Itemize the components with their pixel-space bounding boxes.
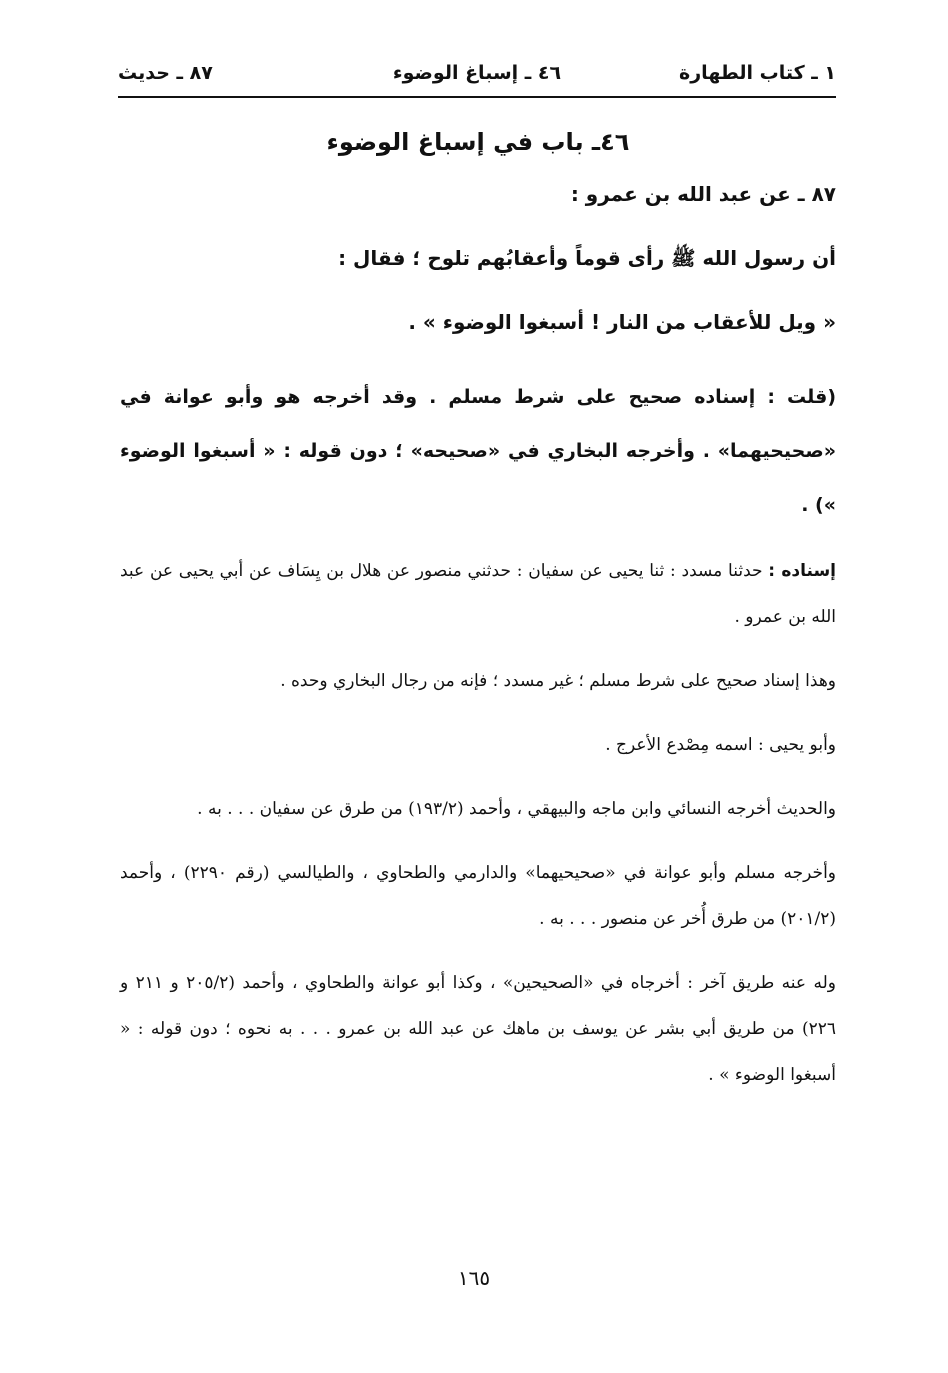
hadith-text-line-2: « ويل للأعقاب من النار ! أسبغوا الوضوء » .: [408, 310, 836, 334]
running-head-book: ١ ـ كتاب الطهارة: [679, 62, 836, 84]
hadith-number-line: ٨٧ ـ عن عبد الله بن عمرو :: [570, 182, 836, 206]
commentary-paragraph: وله عنه طريق آخر : أخرجاه في «الصحيحين» ، وكذا أبو عوانة والطحاوي ، وأحمد (٢٠٥/٢ و ٢١١ و ٢٢٦) من طريق أبي بشر عن يوسف بن ماهك عن عبد الله بن عمرو . . . به نحوه ؛ دون قوله : « أسبغوا الوضوء » .: [120, 973, 836, 1085]
commentary-paragraph: وأبو يحيى : اسمه مِصْدع الأعرج .: [605, 735, 836, 755]
running-head-chapter: ٤٦ ـ إسباغ الوضوء: [392, 62, 562, 84]
commentary-paragraph: والحديث أخرجه النسائي وابن ماجه والبيهقي ، وأحمد (١٩٣/٢) من طرق عن سفيان . . . به .: [197, 799, 836, 819]
grading-note: (قلت : إسناده صحيح على شرط مسلم . وقد أخرجه هو وأبو عوانة في «صحيحيهما» . وأخرجه البخاري في «صحيحه» ؛ دون قوله : « أسبغوا الوضوء ») .: [120, 386, 836, 516]
header-rule: [118, 96, 836, 98]
isnad-text: حدثنا مسدد : ثنا يحيى عن سفيان : حدثني منصور عن هلال بن يِسَاف عن أبي يحيى عن عبد الله بن عمرو .: [120, 561, 836, 627]
commentary-paragraph: وأخرجه مسلم وأبو عوانة في «صحيحيهما» والدارمي والطحاوي ، والطيالسي (رقم ٢٢٩٠) ، وأحمد (٢٠١/٢) من طرق أُخر عن منصور . . . به .: [120, 863, 837, 929]
isnad-label: إسناده :: [768, 561, 836, 581]
page-body: [120, 128, 836, 1116]
isnad-paragraph: [120, 548, 836, 640]
hadith-text-line-1: أن رسول الله ﷺ رأى قوماً وأعقابُهم تلوح ؛ فقال :: [338, 246, 836, 270]
commentary-paragraph: وهذا إسناد صحيح على شرط مسلم ؛ غير مسدد ؛ فإنه من رجال البخاري وحده .: [280, 671, 836, 691]
running-head: [118, 62, 836, 96]
chapter-title: ٤٦ـ باب في إسباغ الوضوء: [326, 128, 630, 156]
page-number: ١٦٥: [457, 1266, 491, 1290]
running-head-hadith: ٨٧ ـ حديث: [118, 62, 213, 84]
